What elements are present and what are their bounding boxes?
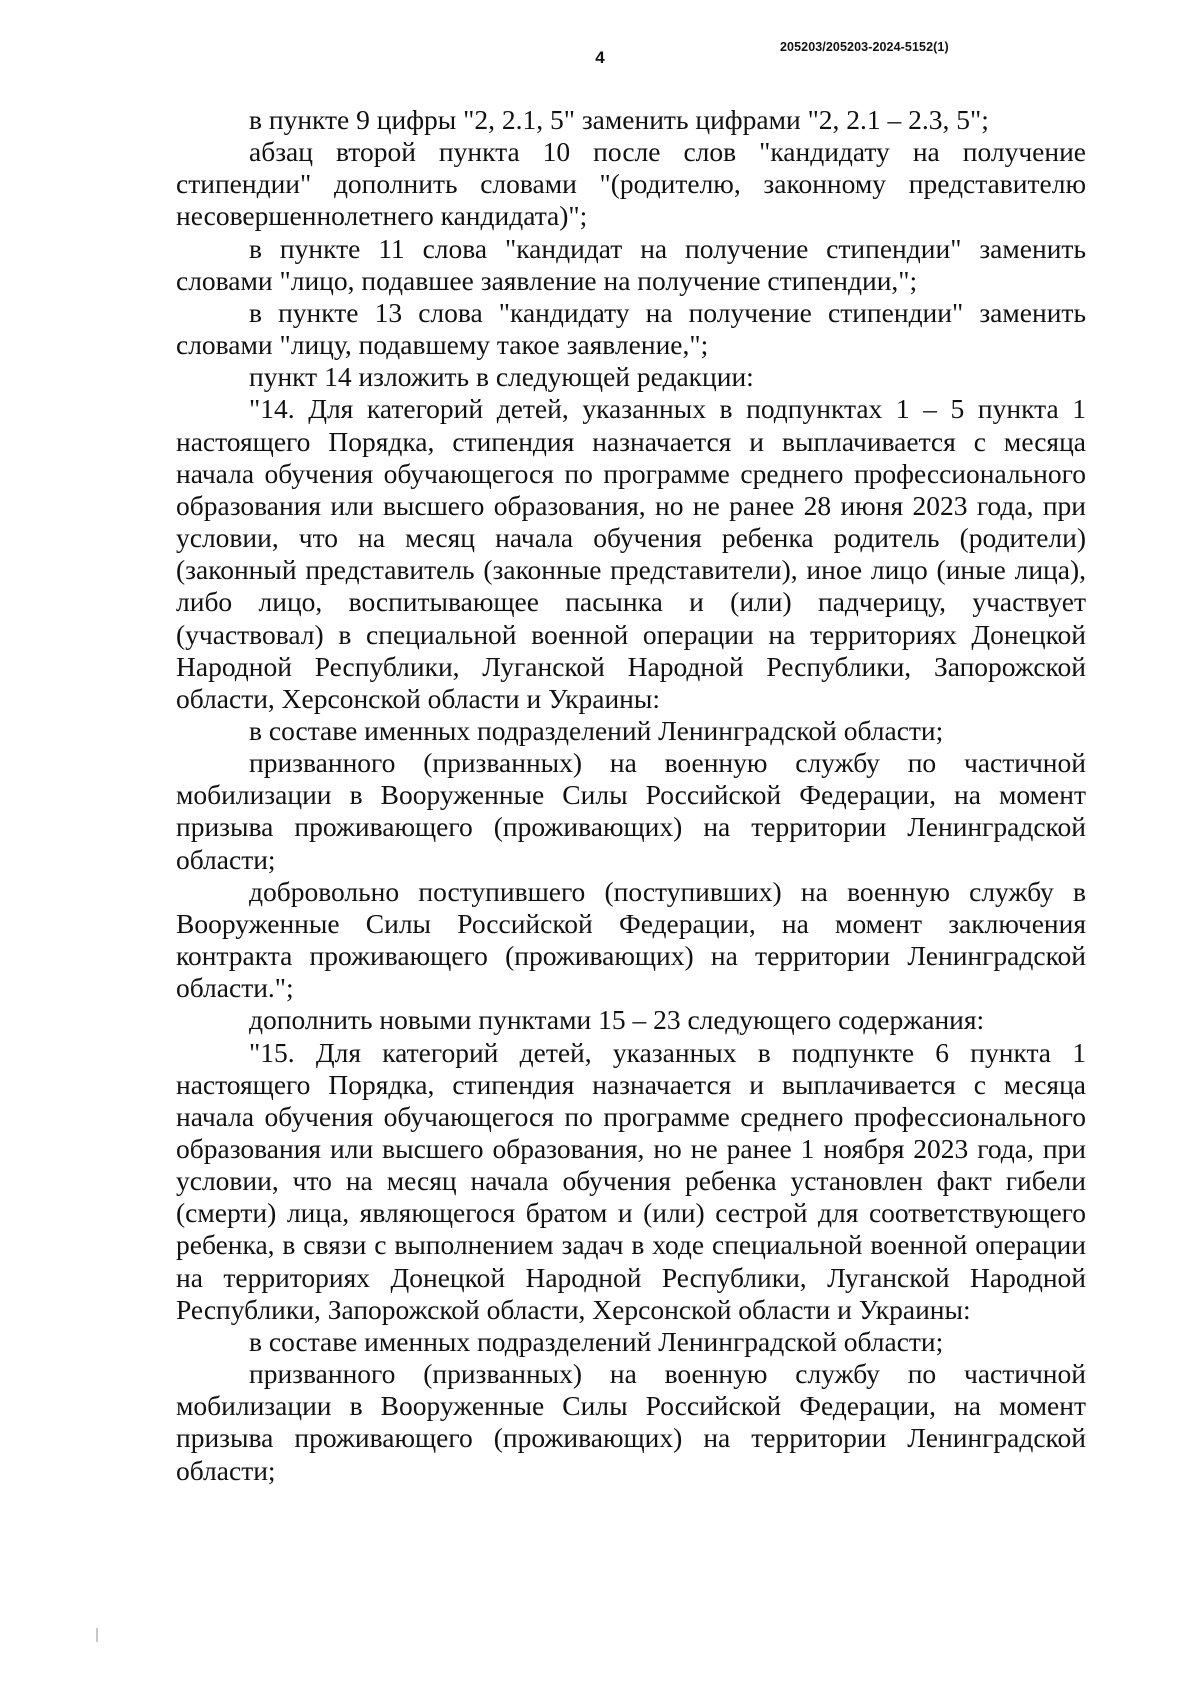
document-body bbox=[176, 104, 1086, 1487]
paragraph-5: пункт 14 изложить в следующей редакции: bbox=[249, 361, 754, 393]
paragraph-2: абзац второй пункта 10 после слов "кандидату на получение стипендии" дополнить словами "(родителю, законному представителю несовершеннолетнего кандидата)"; bbox=[176, 136, 1086, 232]
paragraph-9: добровольно поступившего (поступивших) на военную службу в Вооруженные Силы Российской Федерации, на момент заключения контракта проживающего (проживающих) на территории Ленинградской области."; bbox=[176, 875, 1086, 1004]
paragraph-7: в составе именных подразделений Ленинградской области; bbox=[249, 714, 944, 746]
paragraph-6: "14. Для категорий детей, указанных в подпунктах 1 – 5 пункта 1 настоящего Порядка, стипендия назначается и выплачивается с месяца начала обучения обучающегося по программе среднего профессионального образования или высшего образования, но не ранее 28 июня 2023 года, при условии, что на месяц начала обучения ребенка родитель (родители) (законный представитель (законные представители), иное лицо (иные лица), либо лицо, воспитывающее пасынка и (или) падчерицу, участвует (участвовал) в специальной военной операции на территориях Донецкой Народной Республики, Луганской Народной Республики, Запорожской области, Херсонской области и Украины: bbox=[176, 393, 1086, 714]
page-number: 4 bbox=[595, 48, 605, 67]
paragraph-10: дополнить новыми пунктами 15 – 23 следующего содержания: bbox=[249, 1004, 985, 1036]
document-id: 205203/205203-2024-5152(1) bbox=[780, 40, 949, 54]
paragraph-1: в пункте 9 цифры "2, 2.1, 5" заменить цифрами "2, 2.1 – 2.3, 5"; bbox=[249, 104, 989, 135]
paragraph-3: в пункте 11 слова "кандидат на получение стипендии" заменить словами "лицо, подавшее заявление на получение стипендии,"; bbox=[176, 232, 1086, 296]
paragraph-4: в пункте 13 слова "кандидату на получение стипендии" заменить словами "лицу, подавшему такое заявление,"; bbox=[176, 296, 1086, 361]
paragraph-11: "15. Для категорий детей, указанных в подпункте 6 пункта 1 настоящего Порядка, стипендия назначается и выплачивается с месяца начала обучения обучающегося по программе среднего профессионального образования или высшего образования, но не ранее 1 ноября 2023 года, при условии, что на месяц начала обучения ребенка установлен факт гибели (смерти) лица, являющегося братом и (или) сестрой для соответствующего ребенка, в связи с выполнением задач в ходе специальной военной операции на территориях Донецкой Народной Республики, Луганской Народной Республики, Запорожской области, Херсонской области и Украины: bbox=[176, 1036, 1086, 1325]
paragraph-8: призванного (призванных) на военную службу по частичной мобилизации в Вооруженные Силы Российской Федерации, на момент призыва проживающего (проживающих) на территории Ленинградской области; bbox=[176, 747, 1086, 875]
scan-artifact bbox=[96, 1628, 98, 1642]
paragraph-12: в составе именных подразделений Ленинградской области; bbox=[249, 1325, 944, 1357]
paragraph-13: призванного (призванных) на военную службу по частичной мобилизации в Вооруженные Силы Российской Федерации, на момент призыва проживающего (проживающих) на территории Ленинградской области; bbox=[176, 1358, 1086, 1486]
